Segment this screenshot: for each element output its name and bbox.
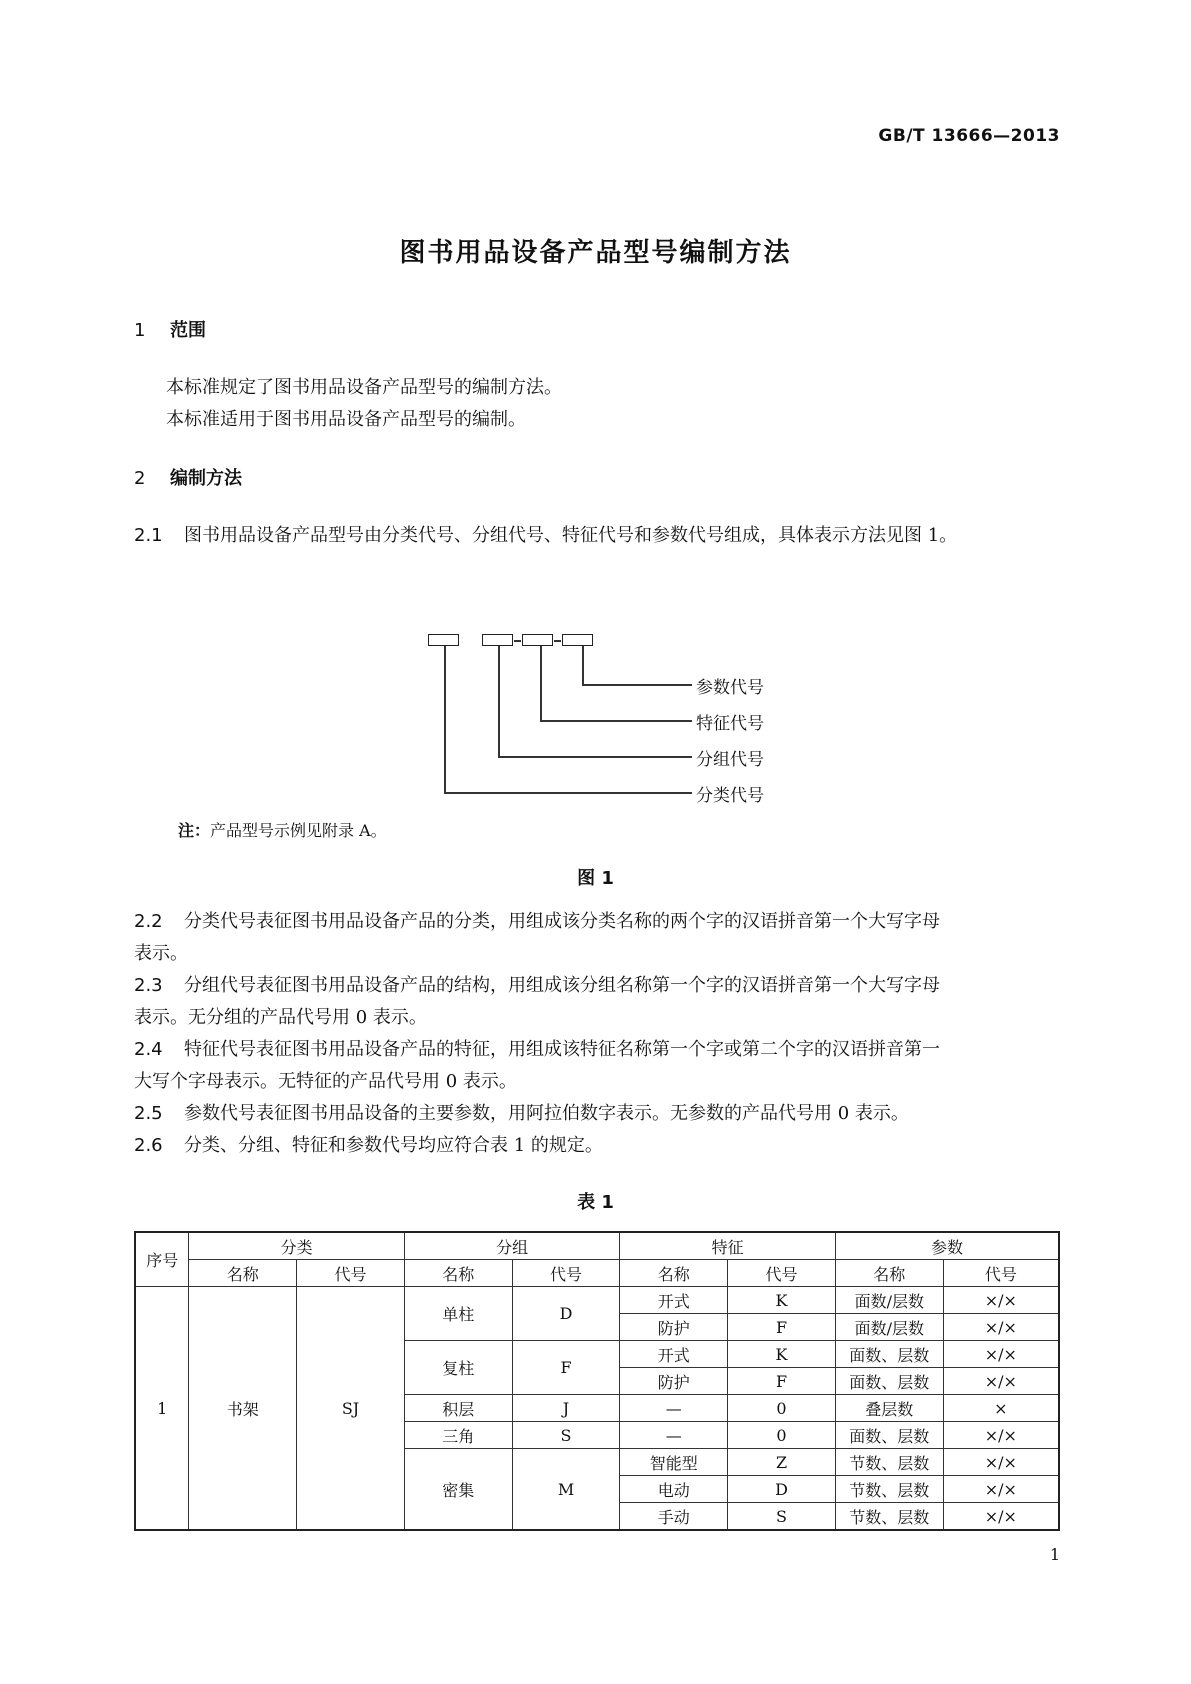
paragraph: 本标准规定了图书用品设备产品型号的编制方法。	[166, 377, 562, 398]
leader-vertical	[540, 646, 542, 720]
group-code-cell: S	[512, 1422, 620, 1449]
section-title: 编制方法	[170, 468, 242, 489]
param-code-cell: ×/×	[943, 1476, 1059, 1503]
note-prefix: 注：	[178, 821, 211, 840]
section-number: 1	[134, 320, 146, 341]
class-name-cell: 书架	[189, 1287, 297, 1531]
clause-number: 2.3	[134, 975, 163, 996]
clause-continuation: 表示。	[134, 943, 188, 964]
param-code-cell: ×/×	[943, 1368, 1059, 1395]
table-row	[135, 1287, 1059, 1314]
group-code-cell: M	[512, 1449, 620, 1531]
section-2-heading	[134, 464, 242, 490]
group-name-cell: 单柱	[404, 1287, 512, 1341]
feature-name-cell: 开式	[620, 1287, 728, 1314]
feature-name-cell: 防护	[620, 1314, 728, 1341]
param-code-cell: ×/×	[943, 1503, 1059, 1531]
note-text: 产品型号示例见附录 A。	[210, 821, 387, 840]
label-group-code: 分组代号	[696, 750, 764, 770]
param-code-cell: ×/×	[943, 1449, 1059, 1476]
clause-number: 2.1	[134, 525, 163, 546]
group-name-cell: 密集	[404, 1449, 512, 1531]
header-cell: 名称	[189, 1260, 297, 1287]
leader-vertical	[498, 646, 500, 756]
param-name-cell: 面数、层数	[835, 1422, 943, 1449]
clause-number: 2.6	[134, 1135, 163, 1156]
header-cell: 代号	[297, 1260, 405, 1287]
param-code-cell: ×	[943, 1395, 1059, 1422]
feature-name-cell: 防护	[620, 1368, 728, 1395]
clause-2-4	[134, 1034, 1060, 1098]
group-name-cell: 复柱	[404, 1341, 512, 1395]
clause-continuation: 大写个字母表示。无特征的产品代号用 0 表示。	[134, 1071, 517, 1092]
feature-code-cell: F	[728, 1368, 836, 1395]
clause-2-5	[134, 1098, 1060, 1130]
seq-cell: 1	[135, 1287, 189, 1531]
clause-continuation: 表示。无分组的产品代号用 0 表示。	[134, 1007, 427, 1028]
clause-text: 图书用品设备产品型号由分类代号、分组代号、特征代号和参数代号组成，具体表示方法见图 1。	[184, 525, 958, 546]
clause-2-3	[134, 970, 1060, 1034]
clause-2-2	[134, 906, 1060, 970]
header-cell: 序号	[135, 1232, 189, 1287]
feature-code-cell: S	[728, 1503, 836, 1531]
clause-text: 分类、分组、特征和参数代号均应符合表 1 的规定。	[184, 1135, 603, 1156]
code-box-class	[428, 634, 459, 646]
group-code-cell: F	[512, 1341, 620, 1395]
param-name-cell: 面数、层数	[835, 1341, 943, 1368]
param-name-cell: 面数/层数	[835, 1287, 943, 1314]
standard-code: GB/T 13666—2013	[878, 126, 1060, 146]
header-cell: 代号	[943, 1260, 1059, 1287]
param-code-cell: ×/×	[943, 1341, 1059, 1368]
feature-code-cell: 0	[728, 1422, 836, 1449]
code-box-feature	[522, 634, 553, 646]
param-name-cell: 节数、层数	[835, 1476, 943, 1503]
table-subheader-row	[135, 1260, 1059, 1287]
clause-text: 参数代号表征图书用品设备的主要参数，用阿拉伯数字表示。无参数的产品代号用 0 表示。	[184, 1103, 909, 1124]
label-feature-code: 特征代号	[696, 714, 764, 734]
table-header-row	[135, 1232, 1059, 1260]
paragraph: 本标准适用于图书用品设备产品型号的编制。	[166, 409, 526, 430]
feature-code-cell: K	[728, 1287, 836, 1314]
leader-horizontal	[444, 792, 692, 794]
header-cell: 代号	[512, 1260, 620, 1287]
leader-vertical	[444, 646, 446, 792]
clause-2-1	[134, 520, 1060, 552]
clause-text: 分组代号表征图书用品设备产品的结构，用组成该分组名称第一个字的汉语拼音第一个大写字母	[184, 975, 940, 996]
feature-code-cell: K	[728, 1341, 836, 1368]
code-box-param	[562, 634, 593, 646]
header-cell: 特征	[620, 1232, 836, 1260]
leader-vertical	[582, 646, 584, 684]
param-name-cell: 节数、层数	[835, 1449, 943, 1476]
group-code-cell: J	[512, 1395, 620, 1422]
feature-code-cell: F	[728, 1314, 836, 1341]
feature-name-cell: 电动	[620, 1476, 728, 1503]
figure-note	[178, 818, 387, 841]
clause-number: 2.4	[134, 1039, 163, 1060]
group-name-cell: 积层	[404, 1395, 512, 1422]
classification-table	[134, 1231, 1060, 1531]
header-cell: 名称	[835, 1260, 943, 1287]
header-cell: 名称	[404, 1260, 512, 1287]
clause-2-6	[134, 1130, 1060, 1162]
section-title: 范围	[170, 320, 206, 341]
feature-code-cell: 0	[728, 1395, 836, 1422]
param-code-cell: ×/×	[943, 1422, 1059, 1449]
param-name-cell: 面数/层数	[835, 1314, 943, 1341]
feature-code-cell: D	[728, 1476, 836, 1503]
clause-number: 2.2	[134, 911, 163, 932]
leader-horizontal	[498, 756, 692, 758]
section-1-heading	[134, 316, 206, 342]
header-cell: 名称	[620, 1260, 728, 1287]
dash	[554, 640, 561, 642]
feature-name-cell: 智能型	[620, 1449, 728, 1476]
page-number: 1	[1049, 1545, 1060, 1564]
group-code-cell: D	[512, 1287, 620, 1341]
leader-horizontal	[582, 684, 692, 686]
figure-caption: 图 1	[577, 868, 614, 889]
feature-name-cell: 开式	[620, 1341, 728, 1368]
param-code-cell: ×/×	[943, 1314, 1059, 1341]
header-cell: 参数	[835, 1232, 1059, 1260]
param-name-cell: 节数、层数	[835, 1503, 943, 1531]
class-code-cell: SJ	[297, 1287, 405, 1531]
document-title: 图书用品设备产品型号编制方法	[399, 238, 792, 268]
param-name-cell: 叠层数	[835, 1395, 943, 1422]
clause-text: 分类代号表征图书用品设备产品的分类，用组成该分类名称的两个字的汉语拼音第一个大写字母	[184, 911, 940, 932]
code-box-group	[482, 634, 513, 646]
table-caption: 表 1	[577, 1192, 614, 1213]
label-class-code: 分类代号	[696, 786, 764, 806]
feature-code-cell: Z	[728, 1449, 836, 1476]
param-name-cell: 面数、层数	[835, 1368, 943, 1395]
feature-name-cell: —	[620, 1395, 728, 1422]
clause-text: 特征代号表征图书用品设备产品的特征，用组成该特征名称第一个字或第二个字的汉语拼音第一	[184, 1039, 940, 1060]
label-param-code: 参数代号	[696, 678, 764, 698]
header-cell: 分类	[189, 1232, 405, 1260]
section-number: 2	[134, 468, 146, 489]
dash	[514, 640, 521, 642]
leader-horizontal	[540, 720, 692, 722]
header-cell: 代号	[728, 1260, 836, 1287]
feature-name-cell: 手动	[620, 1503, 728, 1531]
clause-number: 2.5	[134, 1103, 163, 1124]
header-cell: 分组	[404, 1232, 620, 1260]
param-code-cell: ×/×	[943, 1287, 1059, 1314]
group-name-cell: 三角	[404, 1422, 512, 1449]
feature-name-cell: —	[620, 1422, 728, 1449]
